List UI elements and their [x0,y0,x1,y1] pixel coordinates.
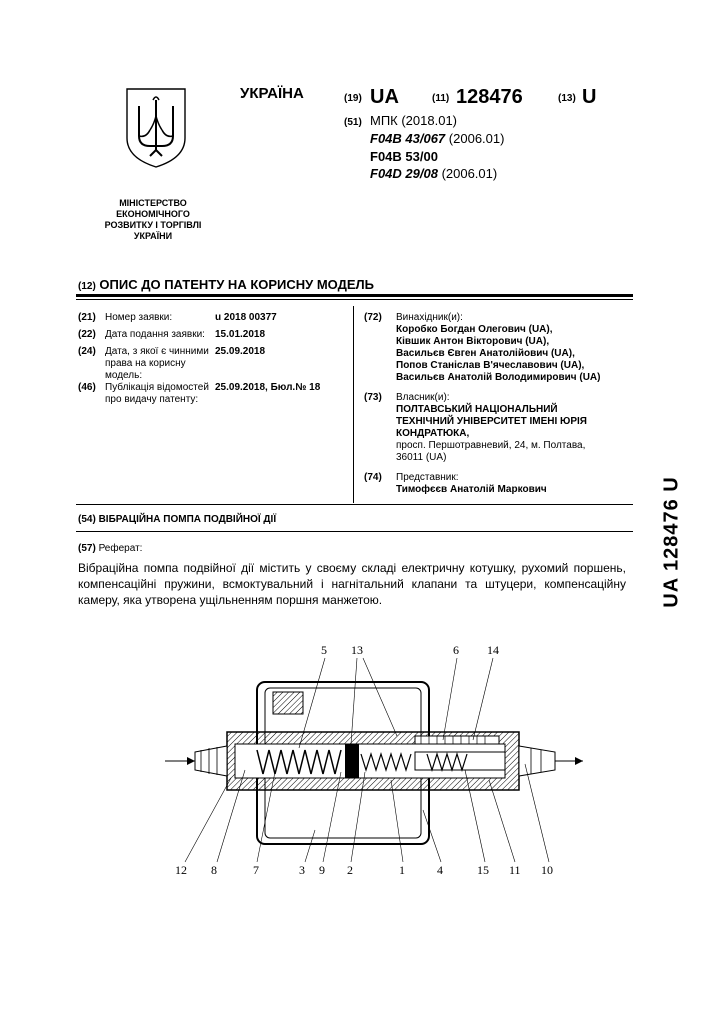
side-patent-label: UA 128476 U [660,476,683,608]
section-rule [76,531,633,532]
drawing-label: 13 [351,643,363,657]
code-13: (13) [558,93,576,104]
code-11: (11) [432,93,450,104]
drawing-label: 10 [541,863,553,877]
code-19: (19) [344,93,362,104]
country-name: УКРАЇНА [240,85,304,102]
drawing-label: 15 [477,863,489,877]
abstract-heading: (57) Реферат: [78,543,143,554]
country-code: UA [370,86,399,108]
drawing-label: 4 [437,863,443,877]
utility-model-title: (54) ВІБРАЦІЙНА ПОМПА ПОДВІЙНОЇ ДІЇ [78,514,277,525]
ministry-name: МІНІСТЕРСТВО ЕКОНОМІЧНОГО РОЗВИТКУ І ТОРГІВЛІ УКРАЇНИ [104,198,202,241]
abstract-text: Вібраційна помпа подвійної дії містить у своєму складі електричну котушку, рухомий поршень, компенсаційні пружини, всмоктувальний і нагнітальний клапани та штуцери, компенсаційну камеру, яка утворена ущільненням поршня манжетою. [78,561,626,607]
drawing-label: 1 [399,863,405,877]
ipc-label: МПК (2018.01) [370,113,458,128]
drawing-label: 14 [487,643,499,657]
column-divider [353,306,354,503]
kind-code: U [582,86,597,108]
ipc-entry: F04B 43/067 (2006.01) [370,131,505,146]
code-51: (51) [344,117,362,128]
drawing-label: 7 [253,863,259,877]
drawing-label: 9 [319,863,325,877]
patent-number: 128476 [456,86,523,108]
ipc-entry: F04D 29/08 (2006.01) [370,166,498,181]
document-title: (12) ОПИС ДО ПАТЕНТУ НА КОРИСНУ МОДЕЛЬ [78,277,375,292]
drawing-label: 3 [299,863,305,877]
drawing-label: 2 [347,863,353,877]
drawing-label: 8 [211,863,217,877]
title-rule-thin [76,299,633,300]
drawing-label: 6 [453,643,459,657]
title-rule [76,294,633,297]
section-rule [76,504,633,505]
pump-drawing [165,640,585,880]
drawing-label: 12 [175,863,187,877]
drawing-label: 11 [509,863,521,877]
drawing-label: 5 [321,643,327,657]
ipc-entry: F04B 53/00 [370,149,438,164]
ukraine-coat-of-arms-icon [124,86,188,170]
